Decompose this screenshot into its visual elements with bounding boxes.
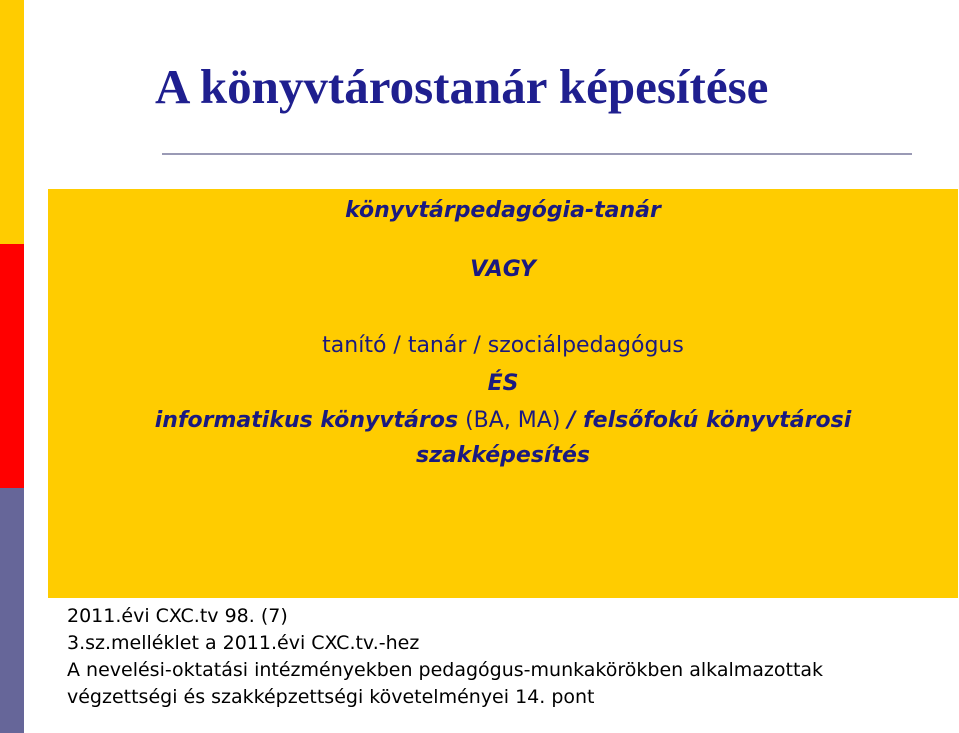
left-accent-bar-blue [0, 488, 24, 733]
qualification-line-5-part-c: / felsőfokú könyvtárosi [567, 408, 852, 433]
reference-line-4: végzettségi és szakképzettségi követelményei 14. pont [67, 686, 595, 708]
slide-title: A könyvtárostanár képesítése [155, 59, 769, 114]
qualification-line-6: szakképesítés [416, 443, 590, 468]
qualification-line-5 [48, 408, 958, 433]
qualification-or: VAGY [470, 257, 536, 282]
reference-line-2: 3.sz.melléklet a 2011.évi CXC.tv.-hez [67, 632, 420, 654]
qualification-box [48, 189, 958, 598]
qualification-and: ÉS [487, 371, 519, 396]
reference-line-3: A nevelési-oktatási intézményekben pedagógus-munkakörökben alkalmazottak [67, 659, 824, 681]
left-accent-bar-red [0, 244, 24, 488]
legal-references [67, 603, 823, 711]
reference-line-1: 2011.évi CXC.tv 98. (7) [67, 605, 288, 627]
qualification-line-3: tanító / tanár / szociálpedagógus [322, 333, 684, 358]
left-accent-bar-yellow [0, 0, 24, 244]
qualification-line-5-part-a: informatikus könyvtáros [154, 408, 459, 433]
qualification-line-5-degree: (BA, MA) [458, 408, 568, 433]
title-underline [162, 153, 912, 155]
qualification-line-1: könyvtárpedagógia-tanár [345, 198, 661, 223]
